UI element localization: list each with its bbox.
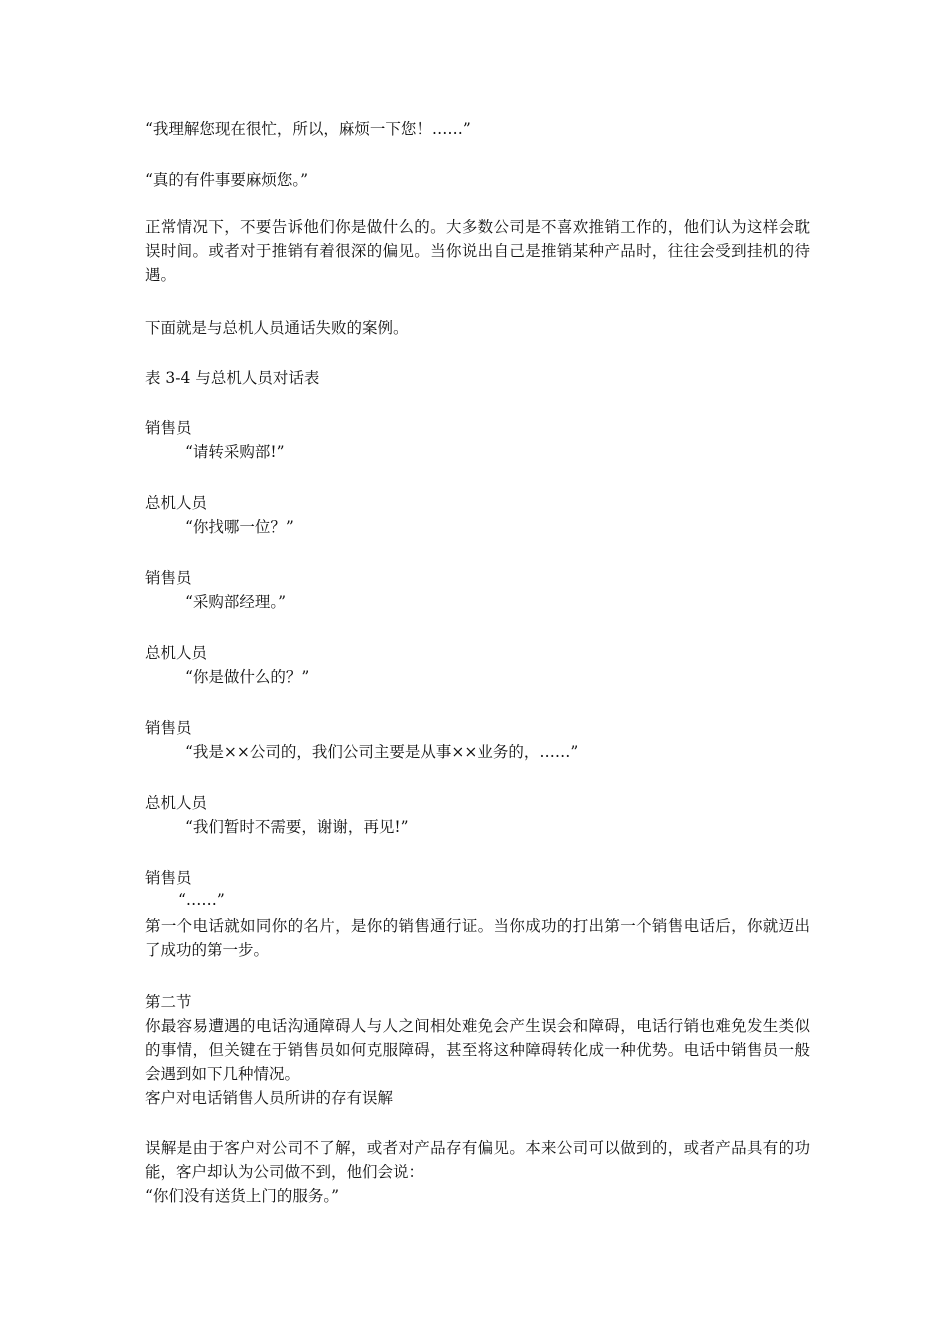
dialogue-speaker: 总机人员 xyxy=(145,494,208,512)
section-heading: 第二节 xyxy=(145,993,192,1011)
dialogue-text: “我是××公司的，我们公司主要是从事××业务的，……” xyxy=(185,743,579,761)
dialogue-speaker: 总机人员 xyxy=(145,644,208,662)
dialogue-speaker: 销售员 xyxy=(145,419,192,437)
table-title: 表 3-4 与总机人员对话表 xyxy=(145,369,320,387)
paragraph-misunderstanding: 误解是由于客户对公司不了解，或者对产品存有偏见。本来公司可以做到的，或者产品具有的功能，客户却认为公司做不到，他们会说： xyxy=(145,1139,810,1181)
subheading-misunderstanding: 客户对电话销售人员所讲的存有误解 xyxy=(145,1089,394,1107)
paragraph-first-call: 第一个电话就如同你的名片，是你的销售通行证。当你成功的打出第一个销售电话后，你就迈出了成功的第一步。 xyxy=(145,917,810,959)
dialogue-text: “请转采购部!” xyxy=(185,443,285,461)
paragraph-normal-situation: 正常情况下，不要告诉他们你是做什么的。大多数公司是不喜欢推销工作的，他们认为这样会耽误时间。或者对于推销有着很深的偏见。当你说出自己是推销某种产品时，往往会受到挂机的待遇。 xyxy=(145,218,810,284)
dialogue-text: “……” xyxy=(178,891,225,909)
quote-no-delivery: “你们没有送货上门的服务。” xyxy=(145,1187,340,1205)
dialogue-speaker: 销售员 xyxy=(145,719,192,737)
dialogue-speaker: 销售员 xyxy=(145,869,192,887)
dialogue-text: “你找哪一位？” xyxy=(185,518,294,536)
quote-line-busy: “我理解您现在很忙，所以，麻烦一下您！……” xyxy=(145,120,471,138)
dialogue-text: “你是做什么的？” xyxy=(185,668,310,686)
dialogue-speaker: 销售员 xyxy=(145,569,192,587)
paragraph-obstacles: 你最容易遭遇的电话沟通障碍人与人之间相处难免会产生误会和障碍，电话行销也难免发生类似的事情，但关键在于销售员如何克服障碍，甚至将这种障碍转化成一种优势。电话中销售员一般会遇到如下几种情况。 xyxy=(145,1017,810,1083)
dialogue-speaker: 总机人员 xyxy=(145,794,208,812)
dialogue-text: “采购部经理。” xyxy=(185,593,287,611)
quote-line-trouble: “真的有件事要麻烦您。” xyxy=(145,171,309,189)
case-intro: 下面就是与总机人员通话失败的案例。 xyxy=(145,319,409,337)
dialogue-text: “我们暂时不需要，谢谢，再见!” xyxy=(185,818,409,836)
